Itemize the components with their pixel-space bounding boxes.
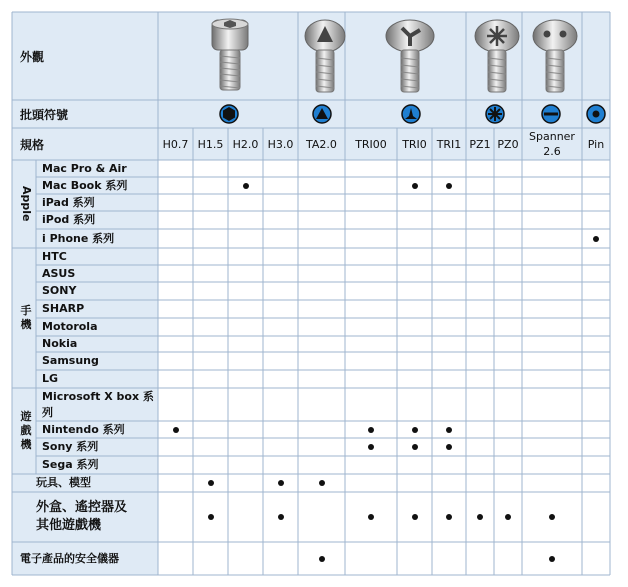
row-label: iPad 系列 — [42, 195, 95, 209]
appearance-header: 外觀 — [20, 49, 45, 64]
compatibility-dot — [446, 183, 452, 189]
pin-icon — [586, 104, 606, 124]
compatibility-dot — [593, 236, 599, 242]
compatibility-dot — [412, 183, 418, 189]
row-label: iPod 系列 — [42, 213, 96, 226]
hex-socket-screw — [200, 16, 260, 96]
compatibility-dot — [278, 514, 284, 520]
row-label: i Phone 系列 — [42, 231, 115, 245]
tri-wing-icon — [401, 104, 421, 124]
column-header: PZ1 — [469, 137, 491, 151]
column-header: PZ0 — [497, 137, 519, 151]
group-apple — [17, 160, 35, 248]
hex-icon — [219, 104, 239, 124]
compatibility-dot — [412, 514, 418, 520]
compatibility-dot — [446, 514, 452, 520]
row-label: ASUS — [42, 266, 76, 280]
compatibility-dot — [549, 556, 555, 562]
compatibility-dot — [446, 444, 452, 450]
compatibility-dot — [412, 444, 418, 450]
spec-header: 規格 — [20, 137, 45, 152]
compatibility-dot — [368, 427, 374, 433]
compatibility-dot — [208, 480, 214, 486]
column-header: TRI0 — [402, 137, 427, 151]
compatibility-dot — [319, 480, 325, 486]
compatibility-dot — [243, 183, 249, 189]
compatibility-dot — [505, 514, 511, 520]
group-game-label: 遊戲機 — [20, 410, 32, 451]
compatibility-dot — [477, 514, 483, 520]
compatibility-dot — [173, 427, 179, 433]
column-header: H2.0 — [232, 137, 259, 151]
compatibility-dot — [368, 514, 374, 520]
row-label: Mac Book 系列 — [42, 178, 128, 192]
compatibility-dot — [208, 514, 214, 520]
compatibility-dot — [278, 480, 284, 486]
column-header: Spanner 2.6 — [529, 130, 575, 158]
row-label: Sony 系列 — [42, 440, 99, 453]
triangle-screw — [300, 18, 350, 96]
pozidriv-icon — [485, 104, 505, 124]
tri-wing-screw — [380, 18, 440, 96]
row-label: HTC — [42, 249, 67, 263]
bit-symbol-header: 批頭符號 — [20, 107, 69, 122]
group-apple-label: Apple — [20, 186, 33, 222]
column-header: TA2.0 — [306, 137, 337, 151]
compatibility-dot — [319, 556, 325, 562]
row-label: LG — [42, 372, 59, 385]
row-label: Sega 系列 — [42, 458, 99, 471]
row-label: Motorola — [42, 320, 98, 333]
row-label: Microsoft X box 系列 — [42, 389, 154, 419]
triangle-icon — [312, 104, 332, 124]
pozidriv-screw — [470, 18, 524, 96]
row-label: Nintendo 系列 — [42, 422, 125, 436]
column-header: H3.0 — [267, 137, 294, 151]
row-label: Samsung — [42, 354, 99, 367]
group-game — [17, 388, 35, 474]
column-header: TRI00 — [355, 137, 387, 151]
compatibility-dot — [549, 514, 555, 520]
group-phone-label: 手機 — [20, 304, 32, 331]
column-header: H1.5 — [197, 137, 224, 151]
compatibility-dot — [368, 444, 374, 450]
spanner-screw — [528, 18, 582, 96]
column-header: H0.7 — [162, 137, 189, 151]
row-label: 外盒、遙控器及 其他遊戲機 — [36, 500, 128, 533]
row-label: Mac Pro & Air — [42, 161, 127, 175]
spanner-icon — [541, 104, 561, 124]
row-label: Nokia — [42, 337, 78, 350]
compatibility-dot — [412, 427, 418, 433]
row-label: 電子產品的安全儀器 — [20, 551, 119, 565]
row-label: 玩具、模型 — [36, 476, 91, 489]
compatibility-dot — [446, 427, 452, 433]
column-header: Pin — [587, 137, 605, 151]
group-phone — [17, 248, 35, 388]
column-header: TRI1 — [436, 137, 462, 151]
row-label: SHARP — [42, 302, 85, 315]
row-label: SONY — [42, 284, 77, 297]
